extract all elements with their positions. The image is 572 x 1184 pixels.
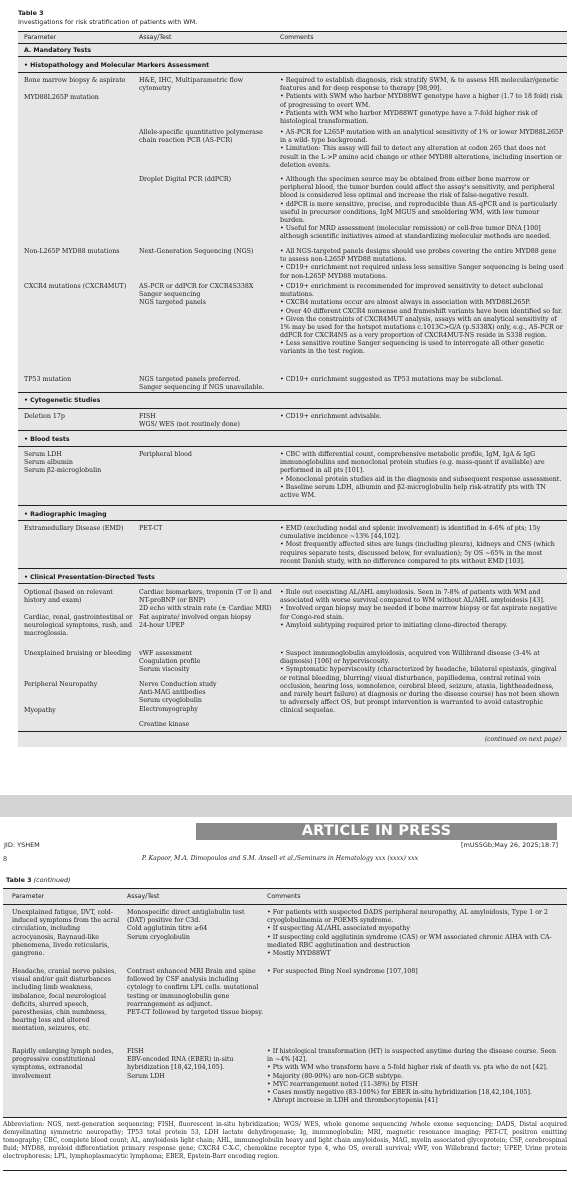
row-bleeding-assay: vWF assessment Coagulation profile Serum viscosity xyxy=(139,650,201,674)
row-bone-marrow-parameter xyxy=(24,77,136,102)
row-blood-assay: Peripheral blood xyxy=(139,451,192,458)
section-rule xyxy=(18,56,567,57)
row-non-l265p-assay: Next-Generation Sequencing (NGS) xyxy=(139,248,254,255)
bone-marrow-label: Bone marrow biopsy & aspirate xyxy=(24,77,126,84)
row-bone-marrow-comments: • Required to establish diagnosis, risk stratify SWM, & to assess HR molecular/genetic features and for deep response to therapy [98,99]. • Patients with SWM who harbor MYD88WT genotype have a higher (1.7 to 18 fold) risk of progressing to overt WM. • Patients with WM who harbor MYD88WT genotype have a 7-fold higher risk of histological transformation. xyxy=(280,77,563,125)
header-assay: Assay/Test xyxy=(139,34,172,41)
row-non-l265p-parameter: Non-L265P MYD88 mutations xyxy=(24,248,120,255)
row-bone-marrow-assay: H&E, IHC, Multiparametric flow cytometry xyxy=(139,77,244,93)
page-gap xyxy=(0,760,572,795)
header2-assay: Assay/Test xyxy=(127,893,160,900)
rule-before-cytogenetics xyxy=(18,392,567,393)
row-tp53-assay: NGS targeted panels preferred. Sanger sequencing if NGS unavailable. xyxy=(139,376,265,392)
subsection-blood-tests: • Blood tests xyxy=(24,436,70,443)
row2-bing-neel-comments: • For suspected Bing Neel syndrome [107,108] xyxy=(267,968,418,975)
table-box xyxy=(18,31,567,747)
rule-after-imaging xyxy=(18,520,567,521)
continued-note: (continued on next page) xyxy=(484,736,561,743)
abbreviation-footnote: Abbreviation: NGS, next-generation sequencing; FISH, fluorescent in-situ hybridization; WGS/ WES, whole genome sequencing /whole exome sequencing; DADS, Distal acquired demyelinating symmetric neuropathy; TP53 total protein 53, LDH lactate dehydrogenase; Ig, immunoglobulin; MRI, magnetic resonance imaging; PET-CT, positron emitting tomography; CBC, complete blood count; AL, amyloidosis light chain; AHL, immunoglobulin heavy and light chain amyloidosis, MAG, myelin associated glycoprotein; CSF, cerebrospinal fluid; MYD88, myeloid differentiation primary response gene; CXCR4 C-X-C, chemokine receptor type 4, who OS, overall survival; vWF, von Willebrand factor; UPEP, Urine protein electrophoresis; LPL, lymphoplasmacytic lymphoma; EBER, Epstein-Barr encoding region. xyxy=(3,1121,567,1161)
row2-cas-comments: • For patients with suspected DADS peripheral neuropathy, AL amyloidosis, Type 1 or 2 cryoglobulinemia or POEMS syndrome. • If suspecting AL/AHL associated myopathy • If suspecting cold agglutinin syndrome (CAS) or WM associated chronic AIHA with CA-mediated RBC agglutination and destruction • Mostly MYD88WT xyxy=(267,909,552,957)
table2-top-rule xyxy=(3,888,567,889)
article-in-press-banner: ARTICLE IN PRESS xyxy=(196,823,557,840)
row-amyloid-parameter: Optional (based on relevant history and exam) Cardiac, renal, gastrointestinal or neurological symptoms, rash, and macroglossia. xyxy=(24,589,133,637)
abbreviation-top-rule xyxy=(3,1117,567,1118)
rule-before-blood xyxy=(18,430,567,431)
row-amyloid-assay: Cardiac biomarkers, troponin (T or I) and NT-proBNP (or BNP) 2D echo with strain rate (± Cardiac MRI) Fat aspirate/ involved organ biopsy 24-hour UPEP xyxy=(139,589,272,629)
header-comments: Comments xyxy=(280,34,314,41)
row-aspcr-comments: • AS-PCR for L265P mutation with an analytical sensitivity of 1% or lower MYD88L265P in a wild- type background. • Limitation: This assay will fail to detect any alteration at codon 265 that does not result in the L->P amino acid change or other MYD88 alterations, including insertion or deletion events. xyxy=(280,129,564,169)
rule-after-cytogenetics xyxy=(18,408,567,409)
subsection-rule xyxy=(18,72,567,73)
journal-id: JID: YSHEM xyxy=(4,841,40,849)
row2-bing-neel-parameter: Headache, cranial nerve palsies, visual and/or gait disturbances including limb weakness, imbalance, focal neurological deficits, slurred speech, paresthesias, chin numbness, hearing loss and altered mentation, seizures, etc. xyxy=(12,968,117,1033)
row-del17p-assay: FISH WGS/ WES (not routinely done) xyxy=(139,413,240,429)
row-emd-comments: • EMD (excluding nodal and splenic involvement) is identified in 4-6% of pts; 15y cumulative incidence ~13% [44,102]. • Most frequently affected sites are lungs (including pleura), kidneys and CNS (which requires separate tests, discussed below, for evaluation); 5y OS ~65% in the most recent Danish study, with no difference compared to pts without EMD [103]. xyxy=(280,525,555,565)
row2-transformation-assay: FISH EBV-encoded RNA (EBER) in-situ hybridization [18,42,104,105]. Serum LDH xyxy=(127,1048,234,1080)
header2-comments: Comments xyxy=(267,893,301,900)
rule-after-blood xyxy=(18,446,567,447)
abbreviation-bottom-rule xyxy=(3,1170,567,1171)
rule-before-clinical xyxy=(18,568,567,569)
row-blood-parameter: Serum LDH Serum albumin Serum β2-microglobulin xyxy=(24,451,102,475)
row-emd-assay: PET-CT xyxy=(139,525,163,532)
header2-rule xyxy=(3,904,567,905)
header-parameter: Parameter xyxy=(24,34,57,41)
table-title: Investigations for risk stratification of patients with WM. xyxy=(18,18,198,26)
row-aspcr-assay: Allele-specific quantitative polymerase chain reaction PCR (AS-PCR) xyxy=(139,129,263,145)
row-myopathy-assay: Creatine kinase xyxy=(139,721,190,728)
row-non-l265p-comments: • All NGS-targeted panels designs should use probes covering the entire MYD88 gene to assess non-L265P MYD88 mutations. • CD19+ enrichment not required unless less sensitive Sanger sequencing is being used for non-L265P MYD88 mutations. xyxy=(280,248,564,280)
myd88-label: MYD88L265P mutation xyxy=(24,94,99,102)
row-ddpcr-assay: Droplet Digital PCR (ddPCR) xyxy=(139,176,232,183)
subsection-radiographic-imaging: • Radiographic Imaging xyxy=(24,511,107,518)
rule-before-imaging xyxy=(18,505,567,506)
row2-transformation-parameter: Rapidly enlarging lymph nodes, progressive constitutional symptoms, extranodal involvement xyxy=(12,1048,114,1080)
header2-parameter: Parameter xyxy=(12,893,45,900)
row-myopathy-parameter: Myopathy xyxy=(24,707,56,714)
section-mandatory-tests: A. Mandatory Tests xyxy=(24,47,92,54)
row-neuropathy-assay: Nerve Conduction study Anti-MAG antibodies Serum cryoglobulin Electromyography xyxy=(139,681,217,713)
row2-bing-neel-assay: Contrast enhanced MRI Brain and spine followed by CSF analysis including cytology to confirm LPL cells. mutational testing or immunoglobulin gene rearrangement as adjunct. PET-CT followed by targeted tissue biopsy. xyxy=(127,968,264,1016)
rule-after-clinical xyxy=(18,583,567,584)
row-neuropathy-parameter: Peripheral Neuropathy xyxy=(24,681,98,688)
table-bottom-rule xyxy=(18,731,567,732)
row-bleeding-comments: • Suspect immunoglobulin amyloidosis, acquired von Willibrand disease (3-4% at diagnosis) [106] or hyperviscosity. • Symptomatic hyperviscosity (characterized by headache, bilateral epistaxis, gingival or retinal bleeding, blurring/ visual disturbance, papilledema, central retinal vein occlusion, hearing loss, somnolence, cerebral bleed, seizure, ataxia, lightheadedness, and rarely heart failure) at diagnosis or during the disease course) has not been shown to adversely affect OS, but prompt intervention is warranted to avoid catastrophic clinical sequelae. xyxy=(280,650,560,715)
row-cxcr4-comments: • CD19+ enrichment is recommended for improved sensitivity to detect subclonal mutations. • CXCR4 mutations occur are almost always in association with MYD88L265P. • Over 40 different CXCR4 nonsense and frameshift variants have been identified so far. • Given the constraints of CXCR4MUT analysis, assays with an analytical sensitivity of 1% may be used for the hotspot mutations c.1013C>G/A (p.S338X) only, e.g., AS-PCR or ddPCR for CXCR4NS as a very proportion of CXCR4MUT-NS reside in S338 region. • Less sensitive routine Sanger sequencing is used to interrogate all other genetic variants in the test region. xyxy=(280,283,563,356)
page-number: 8 xyxy=(3,855,8,863)
row2-transformation-comments: • If histological transformation (HT) is suspected anytime during the disease course. Seen in ~4% [42]. • Pts with WM who transform have a 5-fold higher risk of death vs. pts who do not [42]. • Majority (80-90%) are non-GCB subtype. • MYC rearrangement noted (11-38%) by FISH • Cases mostly negative (83-100%) for EBER in-situ hybridization [18,42,104,105]. • Abrupt increase in LDH and thrombocytopenia [41] xyxy=(267,1048,557,1105)
page-separator xyxy=(0,795,572,817)
row-bleeding-parameter: Unexplained bruising or bleeding xyxy=(24,650,132,657)
row2-cas-assay: Monospecific direct antiglobulin test (DAT) positive for C3d. Cold agglutinin titre ≥64 Serum cryoglobulin xyxy=(127,909,245,941)
subsection-clinical-presentation: • Clinical Presentation-Directed Tests xyxy=(24,574,155,581)
row-blood-comments: • CBC with differential count, comprehensive metabolic profile, IgM, IgA & IgG immunoglobulins and monoclonal protein studies (e.g. mass-quant if available) are performed in all pts [101]. • Monoclonal protein studies aid in the diagnosis and subsequent response assessment. • Baseline serum LDH, albumin and β2-microglobulin help risk-stratify pts with TN active WM. xyxy=(280,451,562,499)
row-tp53-comments: • CD19+ enrichment suggested as TP53 mutations may be subclonal. xyxy=(280,376,504,383)
row-cxcr4-parameter: CXCR4 mutations (CXCR4MUT) xyxy=(24,283,127,290)
row-amyloid-comments: • Rule out coexisting AL/AHL amyloidosis. Seen in 7-8% of patients with WM and associated with worse survival compared to WM without AL/AHL amyloidosis [43]. • Involved organ biopsy may be needed if bone marrow biopsy or fat aspirate negative for Congo-red stain. • Amyloid subtyping required prior to initiating clone-directed therapy. xyxy=(280,589,557,629)
row-cxcr4-assay: AS-PCR or ddPCR for CXCR4S338X Sanger sequencing NGS targeted panels xyxy=(139,283,254,307)
row-del17p-parameter: Deletion 17p xyxy=(24,413,65,420)
row2-cas-parameter: Unexplained fatigue, DVT, cold-induced symptoms from the acral circulation, including acrocyanosis, Raynaud-like phenomena, livedo reticularis, gangrene. xyxy=(12,909,120,957)
row-ddpcr-comments: • Although the specimen source may be obtained from either bone marrow or peripheral blood, the tumor burden could affect the assay's sensitivity, and peripheral blood is considered less optimal and increase the risk of false-negative result. • ddPCR is more sensitive, precise, and reproducible than AS-qPCR and is particularly useful in precursor conditions, IgM MGUS and smoldering WM, with low tumour burden. • Useful for MRD assessment (molecular remission) or cell-free tumor DNA [100] although scientific initiatives aimed at standardizing molecular methods are needed. xyxy=(280,176,558,241)
table-continued-label: Table 3 (continued) xyxy=(6,876,71,884)
header-rule xyxy=(18,43,567,44)
table-top-rule xyxy=(18,31,567,32)
running-head: P. Kapoor, M.A. Dimopoulos and S.M. Ansell et al./Seminars in Hematology xxx (xxxx) xxx xyxy=(141,855,419,862)
row-emd-parameter: Extramedullary Disease (EMD) xyxy=(24,525,124,532)
table-continued-box xyxy=(3,888,567,1117)
row-tp53-parameter: TP53 mutation xyxy=(24,376,72,383)
table-label: Table 3 xyxy=(18,9,44,17)
manuscript-stamp: [mUS5Gb;May 26, 2025;18:7] xyxy=(460,841,558,849)
subsection-histopathology: • Histopathology and Molecular Markers Assessment xyxy=(24,62,210,69)
row-del17p-comments: • CD19+ enrichment advisable. xyxy=(280,413,382,420)
subsection-cytogenetics: • Cytogenetic Studies xyxy=(24,397,101,404)
